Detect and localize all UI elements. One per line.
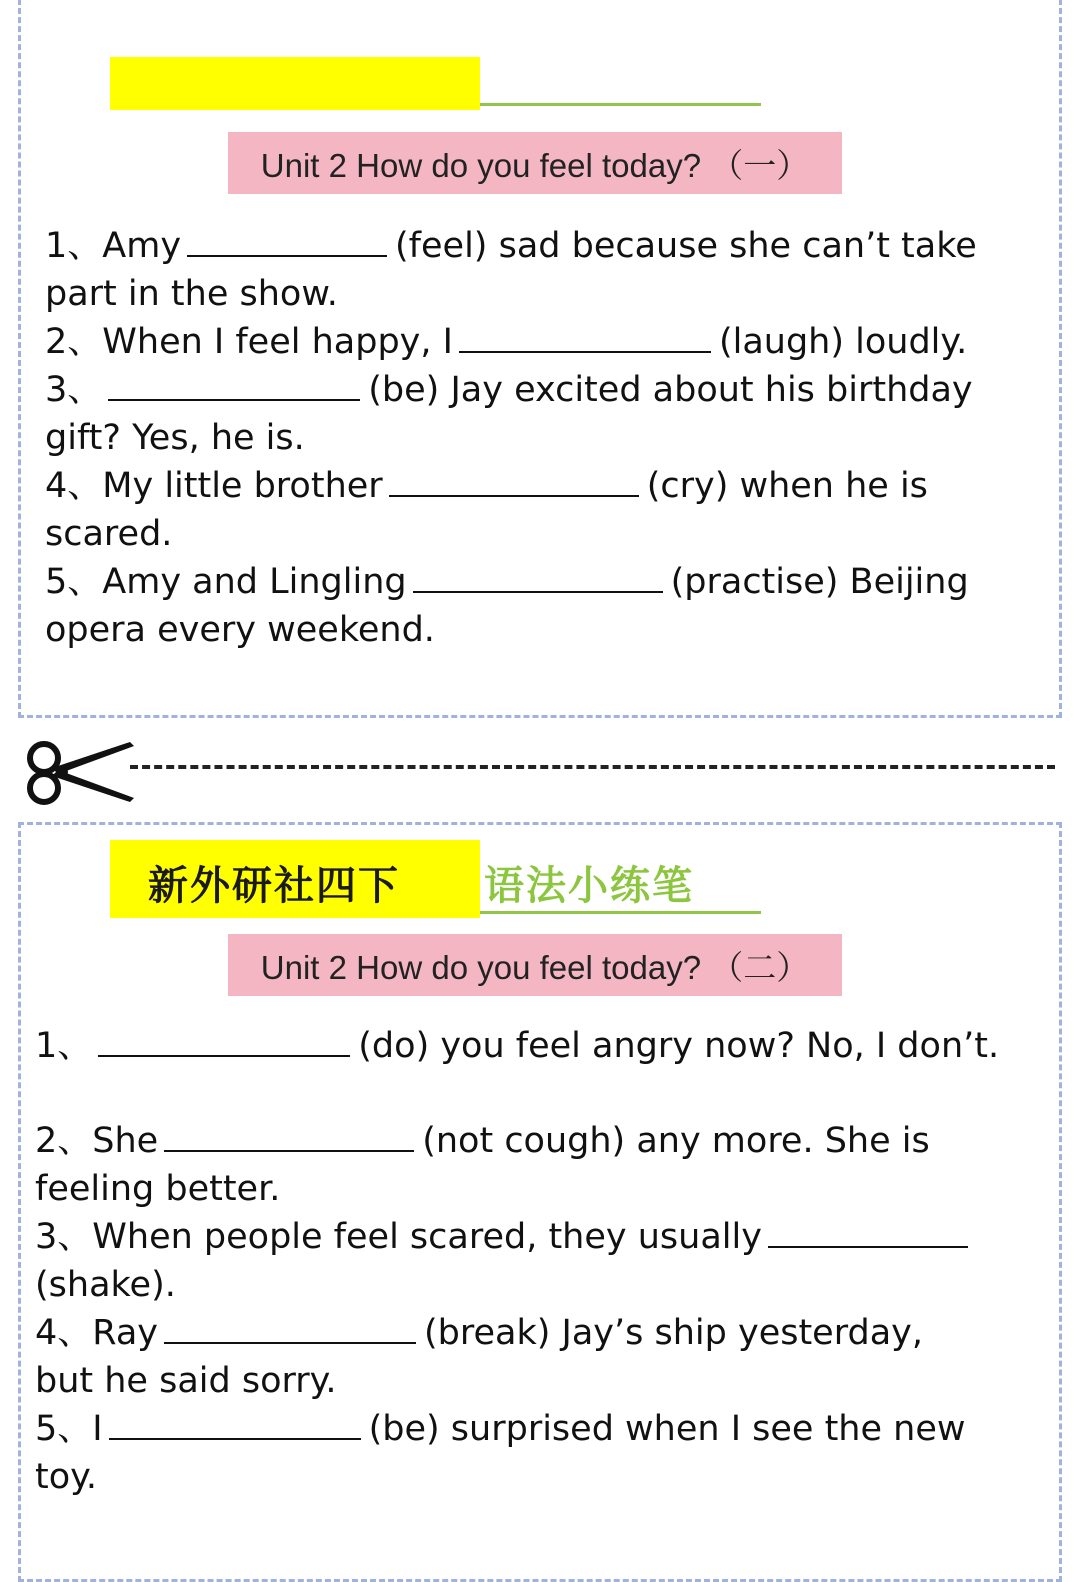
answer-blank[interactable] [98, 1033, 350, 1057]
question-number: 3、 [35, 1217, 93, 1257]
question-number: 5、 [35, 1409, 93, 1449]
question-text-before: I [92, 1409, 103, 1449]
answer-blank[interactable] [109, 1416, 361, 1440]
question-number: 5、 [45, 562, 103, 602]
question-text-after: (laugh) loudly. [718, 322, 968, 362]
answer-blank[interactable] [187, 233, 387, 257]
question-text-after: (do) you feel angry now? No, I don’t. [358, 1026, 1000, 1066]
brand-title-green-2: 语法小练笔 [484, 863, 694, 909]
question-text-continued: (shake). [35, 1265, 176, 1305]
title-underline-1 [480, 103, 761, 106]
question-number: 2、 [35, 1121, 93, 1161]
answer-blank[interactable] [164, 1128, 414, 1152]
title-underline-2 [480, 911, 761, 914]
brand-title-black-2: 新外研社四下 [148, 863, 400, 909]
question-text-after: (be) surprised when I see the new [368, 1409, 966, 1449]
question-number: 1、 [45, 226, 103, 266]
question-text-continued: gift? Yes, he is. [45, 418, 305, 458]
answer-blank[interactable] [389, 473, 639, 497]
question-2-5 [35, 1405, 965, 1501]
title-highlight-1 [110, 57, 480, 110]
question-text-before: When people feel scared, they usually [92, 1217, 762, 1257]
question-text-after: (feel) sad because she can’t take [395, 226, 977, 266]
question-1-2 [45, 318, 967, 366]
question-text-continued: scared. [45, 514, 173, 554]
question-1-1 [45, 222, 977, 318]
question-text-before: My little brother [102, 466, 383, 506]
question-number: 1、 [35, 1026, 93, 1066]
question-text-after: (cry) when he is [646, 466, 928, 506]
question-2-4 [35, 1309, 923, 1405]
question-number: 4、 [35, 1313, 93, 1353]
question-text-continued: but he said sorry. [35, 1361, 337, 1401]
answer-blank[interactable] [108, 377, 360, 401]
unit-title-2: Unit 2 How do you feel today? （二） [228, 934, 842, 996]
question-text-after: (practise) Beijing [670, 562, 969, 602]
question-text-continued: toy. [35, 1457, 97, 1497]
answer-blank[interactable] [413, 569, 663, 593]
question-number: 3、 [45, 370, 103, 410]
question-1-5 [45, 558, 969, 654]
cut-line [130, 765, 1055, 769]
question-text-continued: part in the show. [45, 274, 338, 314]
question-number: 2、 [45, 322, 103, 362]
unit-title-1: Unit 2 How do you feel today? （一） [228, 132, 842, 194]
question-1-3 [45, 366, 973, 462]
question-text-after: (not cough) any more. She is [422, 1121, 930, 1161]
answer-blank[interactable] [164, 1320, 416, 1344]
answer-blank[interactable] [459, 329, 711, 353]
question-text-before: She [92, 1121, 159, 1161]
question-text-before: Amy and Lingling [102, 562, 407, 602]
question-1-4 [45, 462, 928, 558]
answer-blank[interactable] [768, 1224, 968, 1248]
question-text-before: Amy [102, 226, 182, 266]
question-text-after: (break) Jay’s ship yesterday, [424, 1313, 923, 1353]
question-text-after: (be) Jay excited about his birthday [368, 370, 973, 410]
scissors-icon [22, 738, 134, 806]
question-text-before: Ray [92, 1313, 158, 1353]
question-2-2 [35, 1117, 930, 1213]
question-number: 4、 [45, 466, 103, 506]
question-2-1 [35, 1022, 999, 1070]
question-2-3 [35, 1213, 976, 1309]
question-text-continued: opera every weekend. [45, 610, 435, 650]
question-text-before: When I feel happy, I [102, 322, 453, 362]
question-text-continued: feeling better. [35, 1169, 281, 1209]
